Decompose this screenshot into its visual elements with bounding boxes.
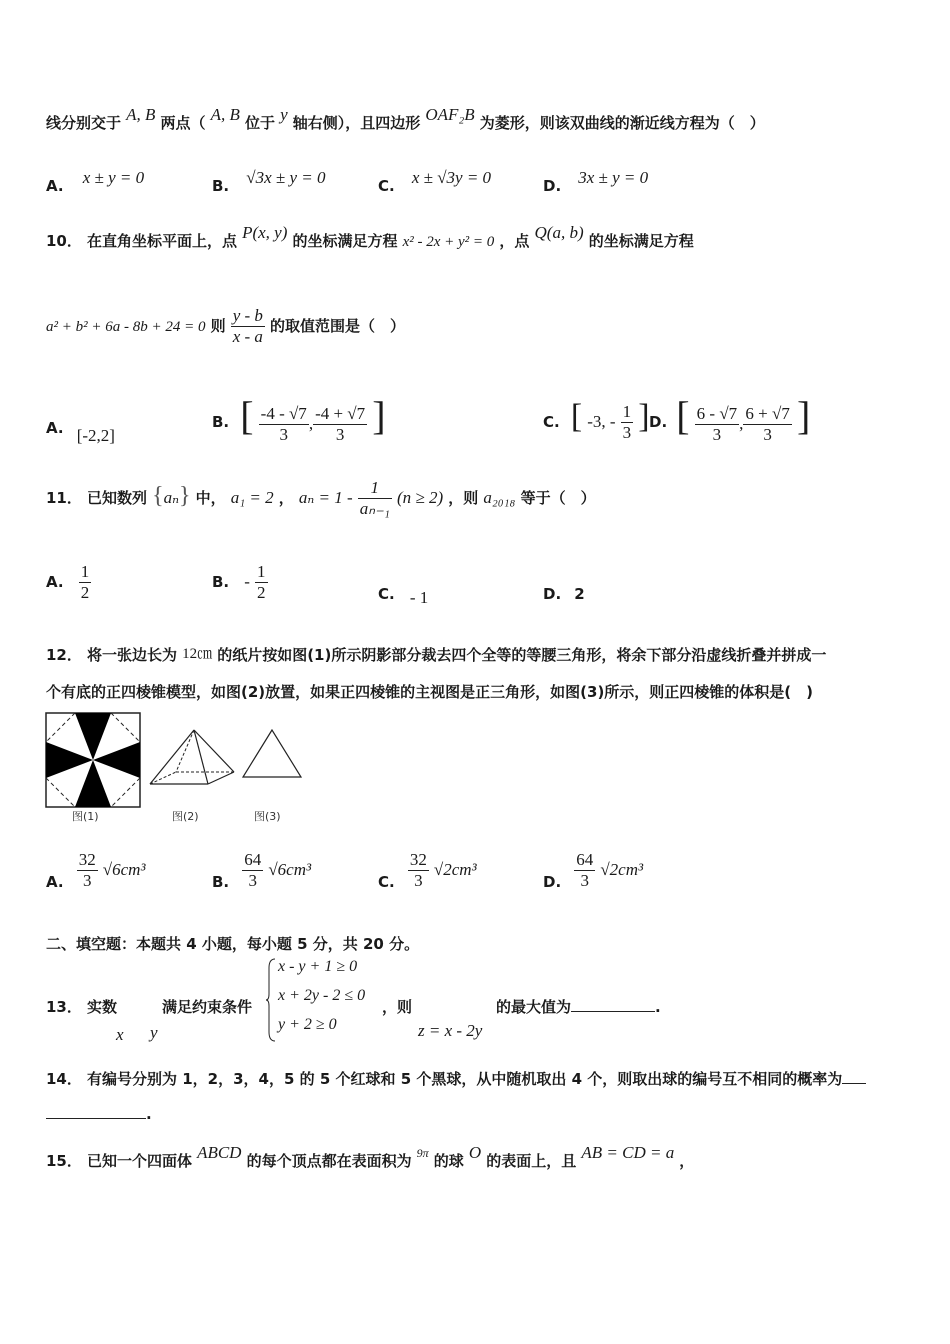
q12-side-length: 12㎝ [182,646,213,662]
q15-sphere: O [468,1143,482,1162]
q11-recurrence-fraction: $\frac{1}{\text{aₙ₋₁}}$ [359,478,390,518]
q9-y-axis: y [280,105,288,124]
q9-points-ab-2: A, B [210,105,240,124]
q11-recurrence-lhs: aₙ = 1 - [298,488,353,507]
q13-text3: ，则 [382,998,413,1016]
q11-condition: (n ≥ 2) [396,488,444,507]
q14-answer-blank-1[interactable] [842,1069,866,1084]
q12-caption-1: 图(1) [72,810,99,823]
q12-option-a[interactable]: A. $\frac{32}{3}$ √6cm³ [46,850,146,891]
q10-point-p: P(x, y) [242,223,288,242]
q10-option-a[interactable]: A. [-2,2] [46,419,115,445]
q13-answer-line: 的最大值为 . [496,998,661,1016]
q13-brace [266,958,276,1042]
q12-number: 12． [46,646,82,664]
q14-number: 14． [46,1070,82,1088]
q12-caption-3: 图(3) [254,810,281,823]
q12-caption-2: 图(2) [172,810,199,823]
q13-constraint-label: 满足约束条件 [162,998,253,1016]
q11-option-c[interactable]: C. - 1 [378,585,429,607]
q11-option-b[interactable]: B. - $\frac{1}{2}$ [212,562,266,602]
q12-figure-1 [45,712,141,808]
q11-target-term: a₂₀₁₈ [483,488,516,507]
q15-edge-condition: AB = CD = a [581,1143,675,1162]
q11-line: 11． 已知数列 {aₙ} 中， a₁ = 2 ， aₙ = 1 - $\frac{1}{\text{aₙ₋₁}}$ (n ≥ 2) ，则 a₂₀₁₈ 等于（ ） [46,478,596,518]
q9-text4: 轴右侧），且四边形 [292,114,421,132]
q10-option-c[interactable]: C. [ -3, - $\frac{1}{3}$ ] [543,398,650,442]
q9-option-d[interactable]: D. 3x ± y = 0 [543,168,649,195]
q13-objective: z = x - 2y [418,1021,483,1040]
q12-figure-3 [240,728,304,780]
q14-line2: . [46,1104,152,1123]
q10-point-q: Q(a, b) [534,223,584,242]
q9-quadrilateral: OAF₂B [425,105,475,124]
q11-number: 11． [46,489,82,507]
q13-number: 13． [46,998,82,1016]
q9-option-c[interactable]: C. x ± √3y = 0 [378,168,492,195]
q9-text5: 为菱形，则该双曲线的渐近线方程为（ ） [479,114,765,132]
q10-circle-eq-2: a² + b² + 6a - 8b + 24 = 0 [46,319,206,335]
q12-line2: 个有底的正四棱锥模型，如图(2)放置，如果正四棱锥的主视图是正三角形，如图(3)所示，则正四棱锥的体积是( ) [46,683,814,701]
q9-option-a[interactable]: A. x ± y = 0 [46,168,145,195]
q13-constraint-1: x - y + 1 ≥ 0 [278,958,358,975]
q15-tetrahedron: ABCD [197,1143,242,1162]
q12-line1: 12． 将一张边长为 12㎝ 的纸片按如图(1)所示阴影部分裁去四个全等的等腰三角形，将余下部分沿虚线折叠并拼成一 [46,646,827,664]
q14-line1: 14． 有编号分别为 1，2，3，4，5 的 5 个红球和 5 个黑球，从中随机取出 4 个，则取出球的编号互不相同的概率为 [46,1068,866,1089]
q12-option-b[interactable]: B. $\frac{64}{3}$ √6cm³ [212,850,312,891]
q15-line: 15． 已知一个四面体 ABCD 的每个顶点都在表面积为 $^{9\pi}$ 的球 O 的表面上，且 AB = CD = a ， [46,1143,695,1170]
q13-constraint-2: x + 2y - 2 ≤ 0 [278,987,366,1004]
q11-sequence: aₙ [163,488,179,507]
q14-answer-blank-2[interactable] [46,1104,146,1119]
q9-option-b[interactable]: B. √3x ± y = 0 [212,168,326,195]
q10-circle-eq: x² - 2x + y² = 0 [402,234,495,250]
q10-slope-fraction: $\frac{y - b}{x - a}$ [232,306,263,346]
q10-option-b[interactable]: B. [ $\frac{-4 - √7}{3}$ , $\frac{-4 + √7}{3}$ ] [212,393,386,444]
q10-line1: 10． 在直角坐标平面上，点 P(x, y) 的坐标满足方程 x² - 2x + y² = 0 ，点 Q(a, b) 的坐标满足方程 [46,223,694,250]
q15-surface-area: 9π [416,1146,429,1160]
q9-text1: 线分别交于 [46,114,122,132]
q13-var-y: y [150,1023,158,1042]
q10-line2: a² + b² + 6a - 8b + 24 = 0 则 $\frac{y - b}{x - a}$ 的取值范围是（ ） [46,306,406,346]
section-heading: 二、填空题：本题共 4 小题，每小题 5 分，共 20 分。 [46,935,420,953]
q9-text2: 两点（ [160,114,206,132]
q13-answer-blank[interactable] [571,997,655,1012]
q10-number: 10． [46,232,82,250]
q9-line [46,105,765,133]
q11-option-a[interactable]: A. $\frac{1}{2}$ [46,562,90,602]
q15-number: 15． [46,1152,82,1170]
q10-option-d[interactable]: D. [ $\frac{6 - √7}{3}$ , $\frac{6 + √7}{3}$ ] [649,393,811,444]
q9-points-ab: A, B [126,105,156,124]
q11-option-d[interactable]: D. 2 [543,585,585,603]
q13-line: 13． 实数 [46,998,117,1016]
q13-constraint-3: y + 2 ≥ 0 [278,1016,337,1033]
q9-text3: 位于 [244,114,275,132]
q11-initial: a₁ = 2 [230,488,274,507]
q12-option-c[interactable]: C. $\frac{32}{3}$ √2cm³ [378,850,477,891]
q12-option-d[interactable]: D. $\frac{64}{3}$ √2cm³ [543,850,644,891]
q13-var-x: x [116,1025,124,1044]
q12-figure-2 [148,728,236,788]
